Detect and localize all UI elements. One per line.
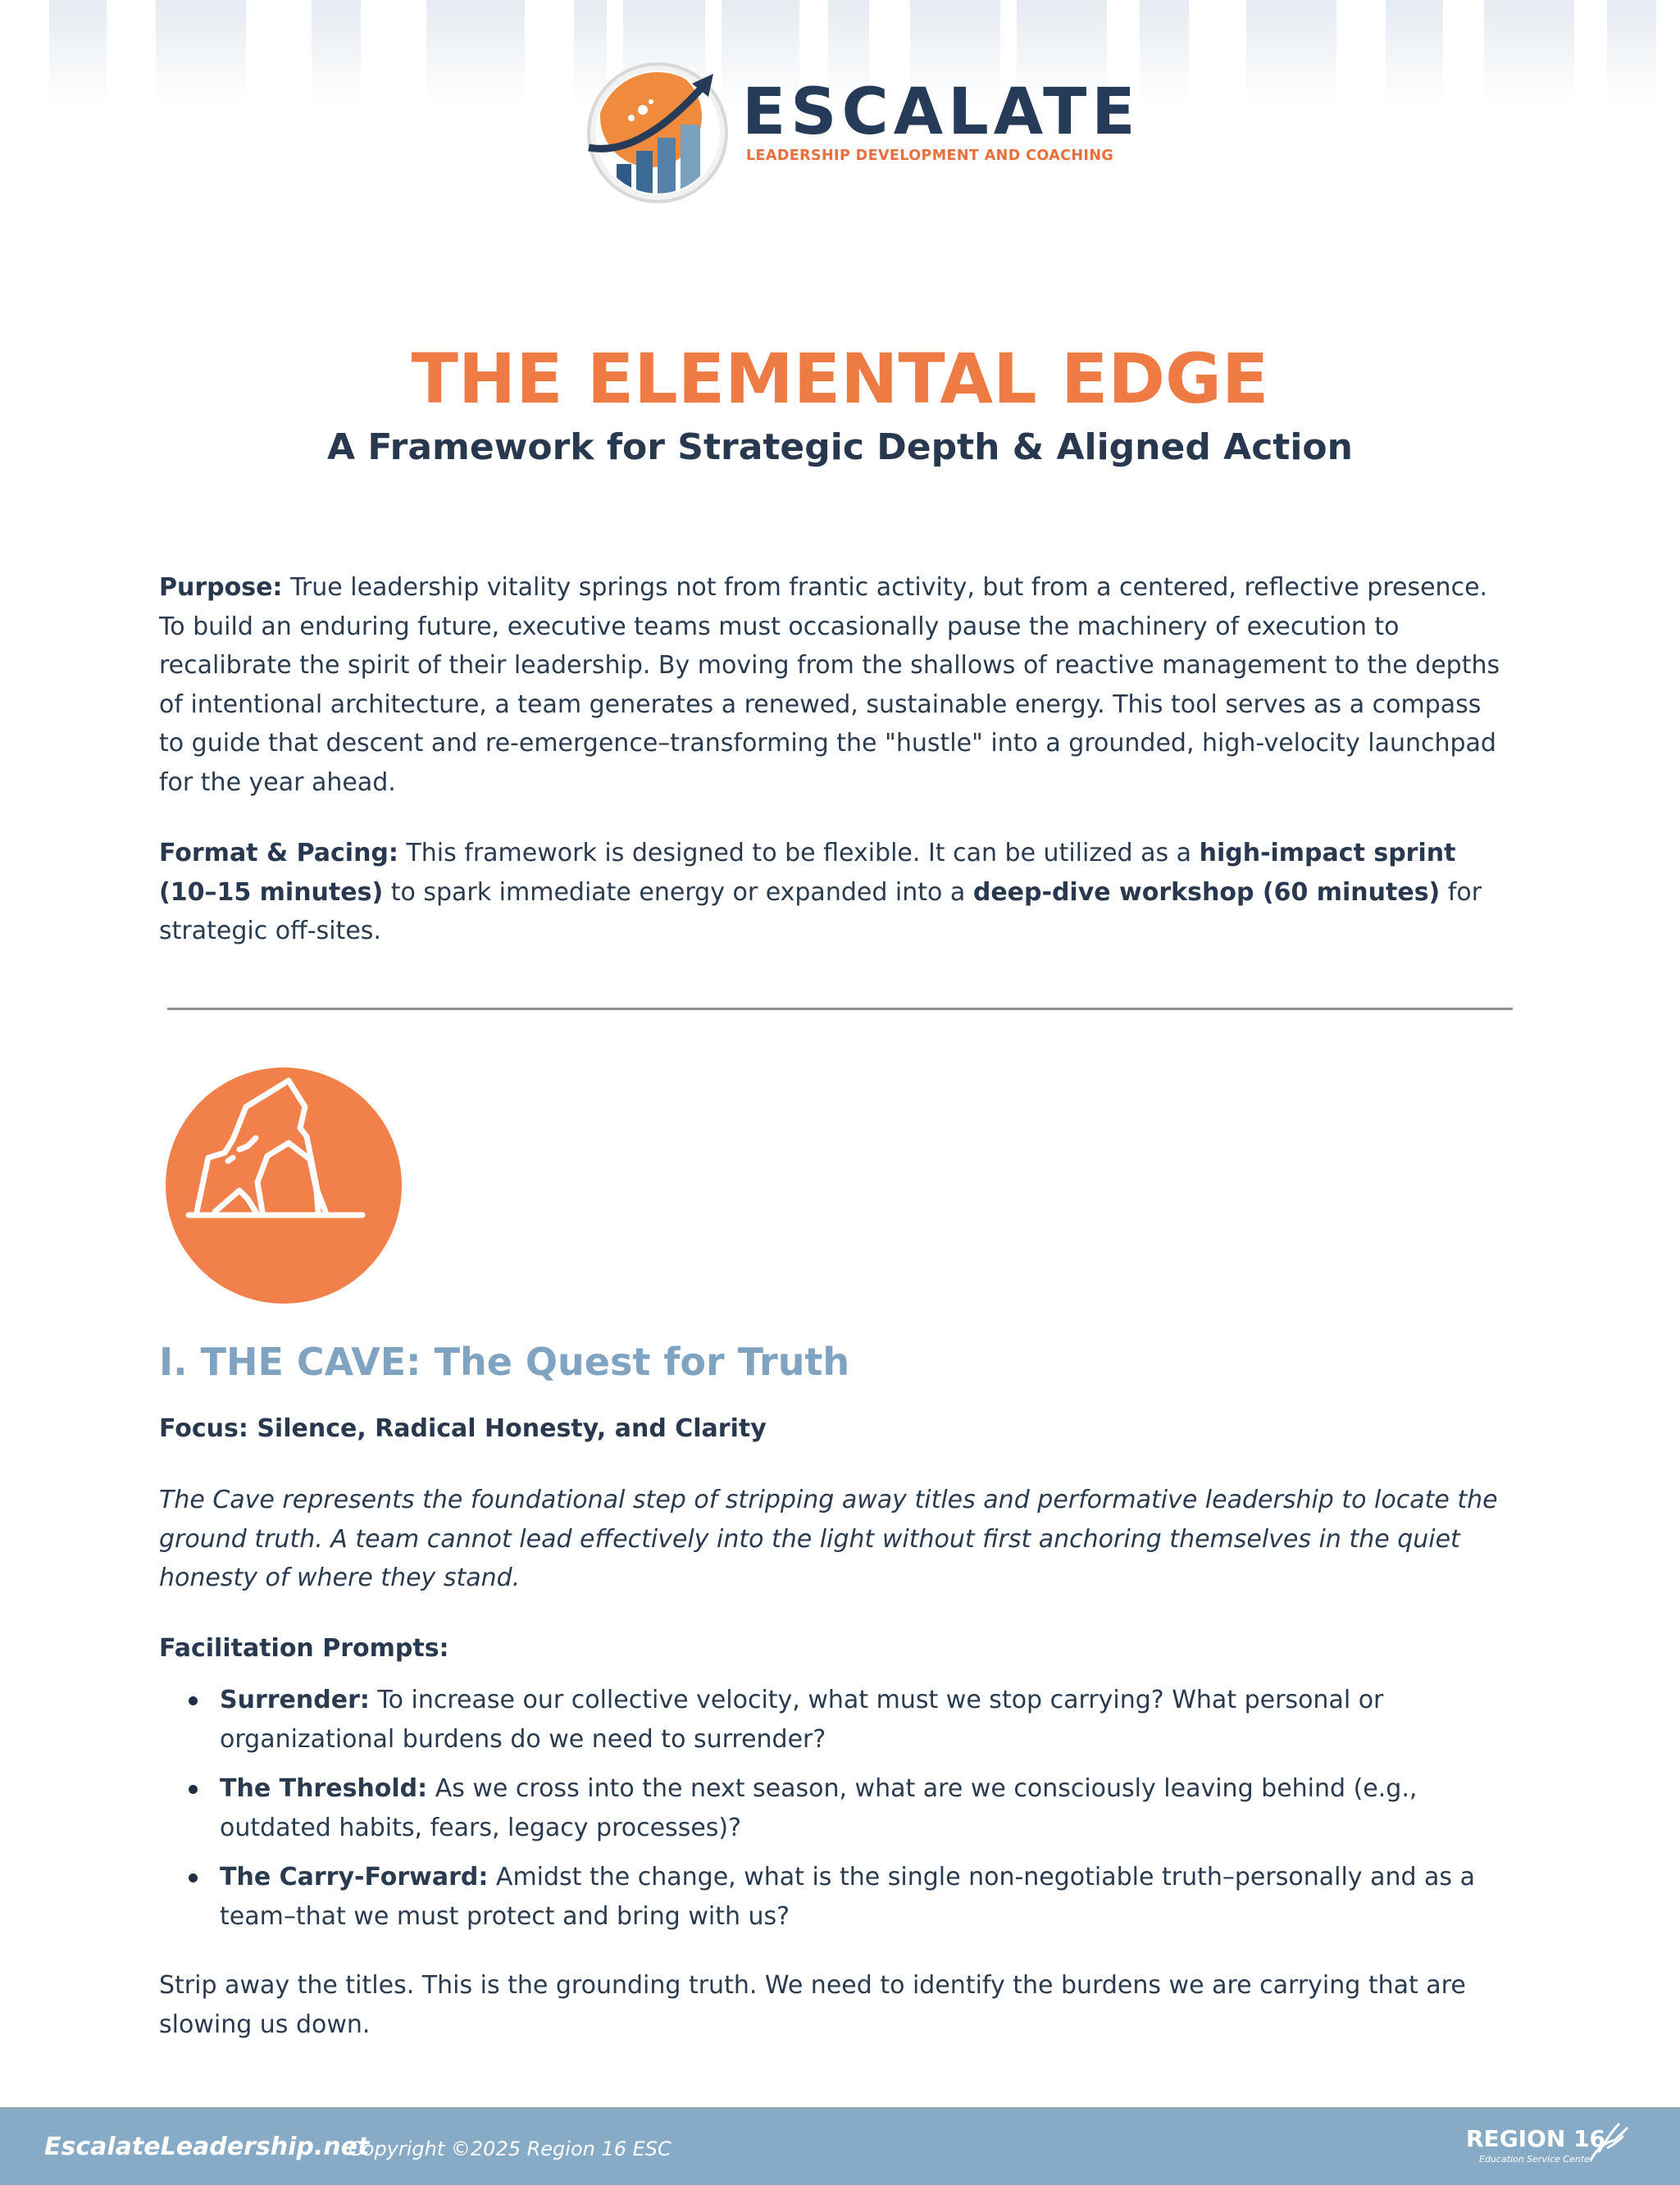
format-workshop: deep-dive workshop (60 minutes) bbox=[972, 877, 1441, 907]
format-text: This framework is designed to be flexible. It can be utilized as a bbox=[398, 839, 1200, 867]
prompts-list bbox=[159, 1681, 1520, 1946]
list-item bbox=[159, 1681, 1520, 1759]
section-focus: Focus: Silence, Radical Honesty, and Clarity bbox=[159, 1414, 767, 1443]
footer bbox=[0, 2107, 1680, 2185]
format-text: for strategic off-sites. bbox=[159, 877, 1482, 945]
brand-name: ESCALATE bbox=[742, 75, 1140, 149]
purpose-label: Purpose: bbox=[159, 573, 283, 602]
prompt-text: As we cross into the next season, what are we consciously leaving behind (e.g., outdated habits, fears, legacy processes)? bbox=[220, 1774, 1418, 1842]
brand-tagline: LEADERSHIP DEVELOPMENT AND COACHING bbox=[746, 148, 1114, 164]
format-label: Format & Pacing: bbox=[159, 839, 398, 867]
page-subtitle: A Framework for Strategic Depth & Aligned Action bbox=[327, 426, 1353, 468]
list-item bbox=[159, 1769, 1520, 1847]
prompts-label: Facilitation Prompts: bbox=[159, 1634, 449, 1663]
footer-copyright: Copyright ©2025 Region 16 ESC bbox=[348, 2137, 672, 2160]
divider bbox=[167, 1008, 1513, 1010]
section-heading: I. THE CAVE: The Quest for Truth bbox=[159, 1340, 850, 1384]
prompt-label: The Carry-Forward: bbox=[220, 1863, 489, 1891]
section-intro: The Cave represents the foundational step of stripping away titles and performative leadership to locate the ground truth. A team cannot lead effectively into the light without first anchoring themselves in the quiet honesty of where they stand. bbox=[159, 1486, 1498, 1592]
prompt-text: To increase our collective velocity, what must we stop carrying? What personal or organizational burdens do we need to surrender? bbox=[220, 1686, 1384, 1754]
region-logo-subtext: Education Service Center bbox=[1479, 2154, 1594, 2165]
prompt-label: Surrender: bbox=[220, 1686, 370, 1714]
purpose-paragraph bbox=[159, 568, 1512, 802]
closing-paragraph: Strip away the titles. This is the grounding truth. We need to identify the burdens we are carrying that are slowing us down. bbox=[159, 1971, 1466, 2039]
footer-site-link[interactable]: EscalateLeadership.net bbox=[44, 2133, 370, 2161]
list-item bbox=[159, 1858, 1520, 1936]
format-text: to spark immediate energy or expanded into a bbox=[383, 877, 973, 907]
cave-icon bbox=[166, 1067, 402, 1304]
page-title: THE ELEMENTAL EDGE bbox=[411, 339, 1269, 419]
format-sprint: high-impact sprint (10–15 minutes) bbox=[159, 839, 1456, 907]
format-paragraph bbox=[159, 834, 1512, 951]
prompt-label: The Threshold: bbox=[220, 1774, 428, 1803]
prompt-text: Amidst the change, what is the single non-negotiable truth–personally and as a team–that we must protect and bring with us? bbox=[220, 1863, 1475, 1931]
region-logo-text: REGION 16 bbox=[1466, 2125, 1606, 2152]
purpose-text: True leadership vitality springs not from frantic activity, but from a centered, reflective presence. To build an enduring future, executive teams must occasionally pause the machinery of execution to recalibrate the spirit of their leadership. By moving from the shallows of reactive management to the depths of intentional architecture, a team generates a renewed, sustainable energy. This tool serves as a compass to guide that descent and re-emergence–transforming the "hustle" into a grounded, high-velocity launchpad for the year ahead. bbox=[159, 573, 1500, 797]
escalate-logo-icon bbox=[584, 59, 731, 207]
region-bird-icon bbox=[1582, 2119, 1632, 2169]
